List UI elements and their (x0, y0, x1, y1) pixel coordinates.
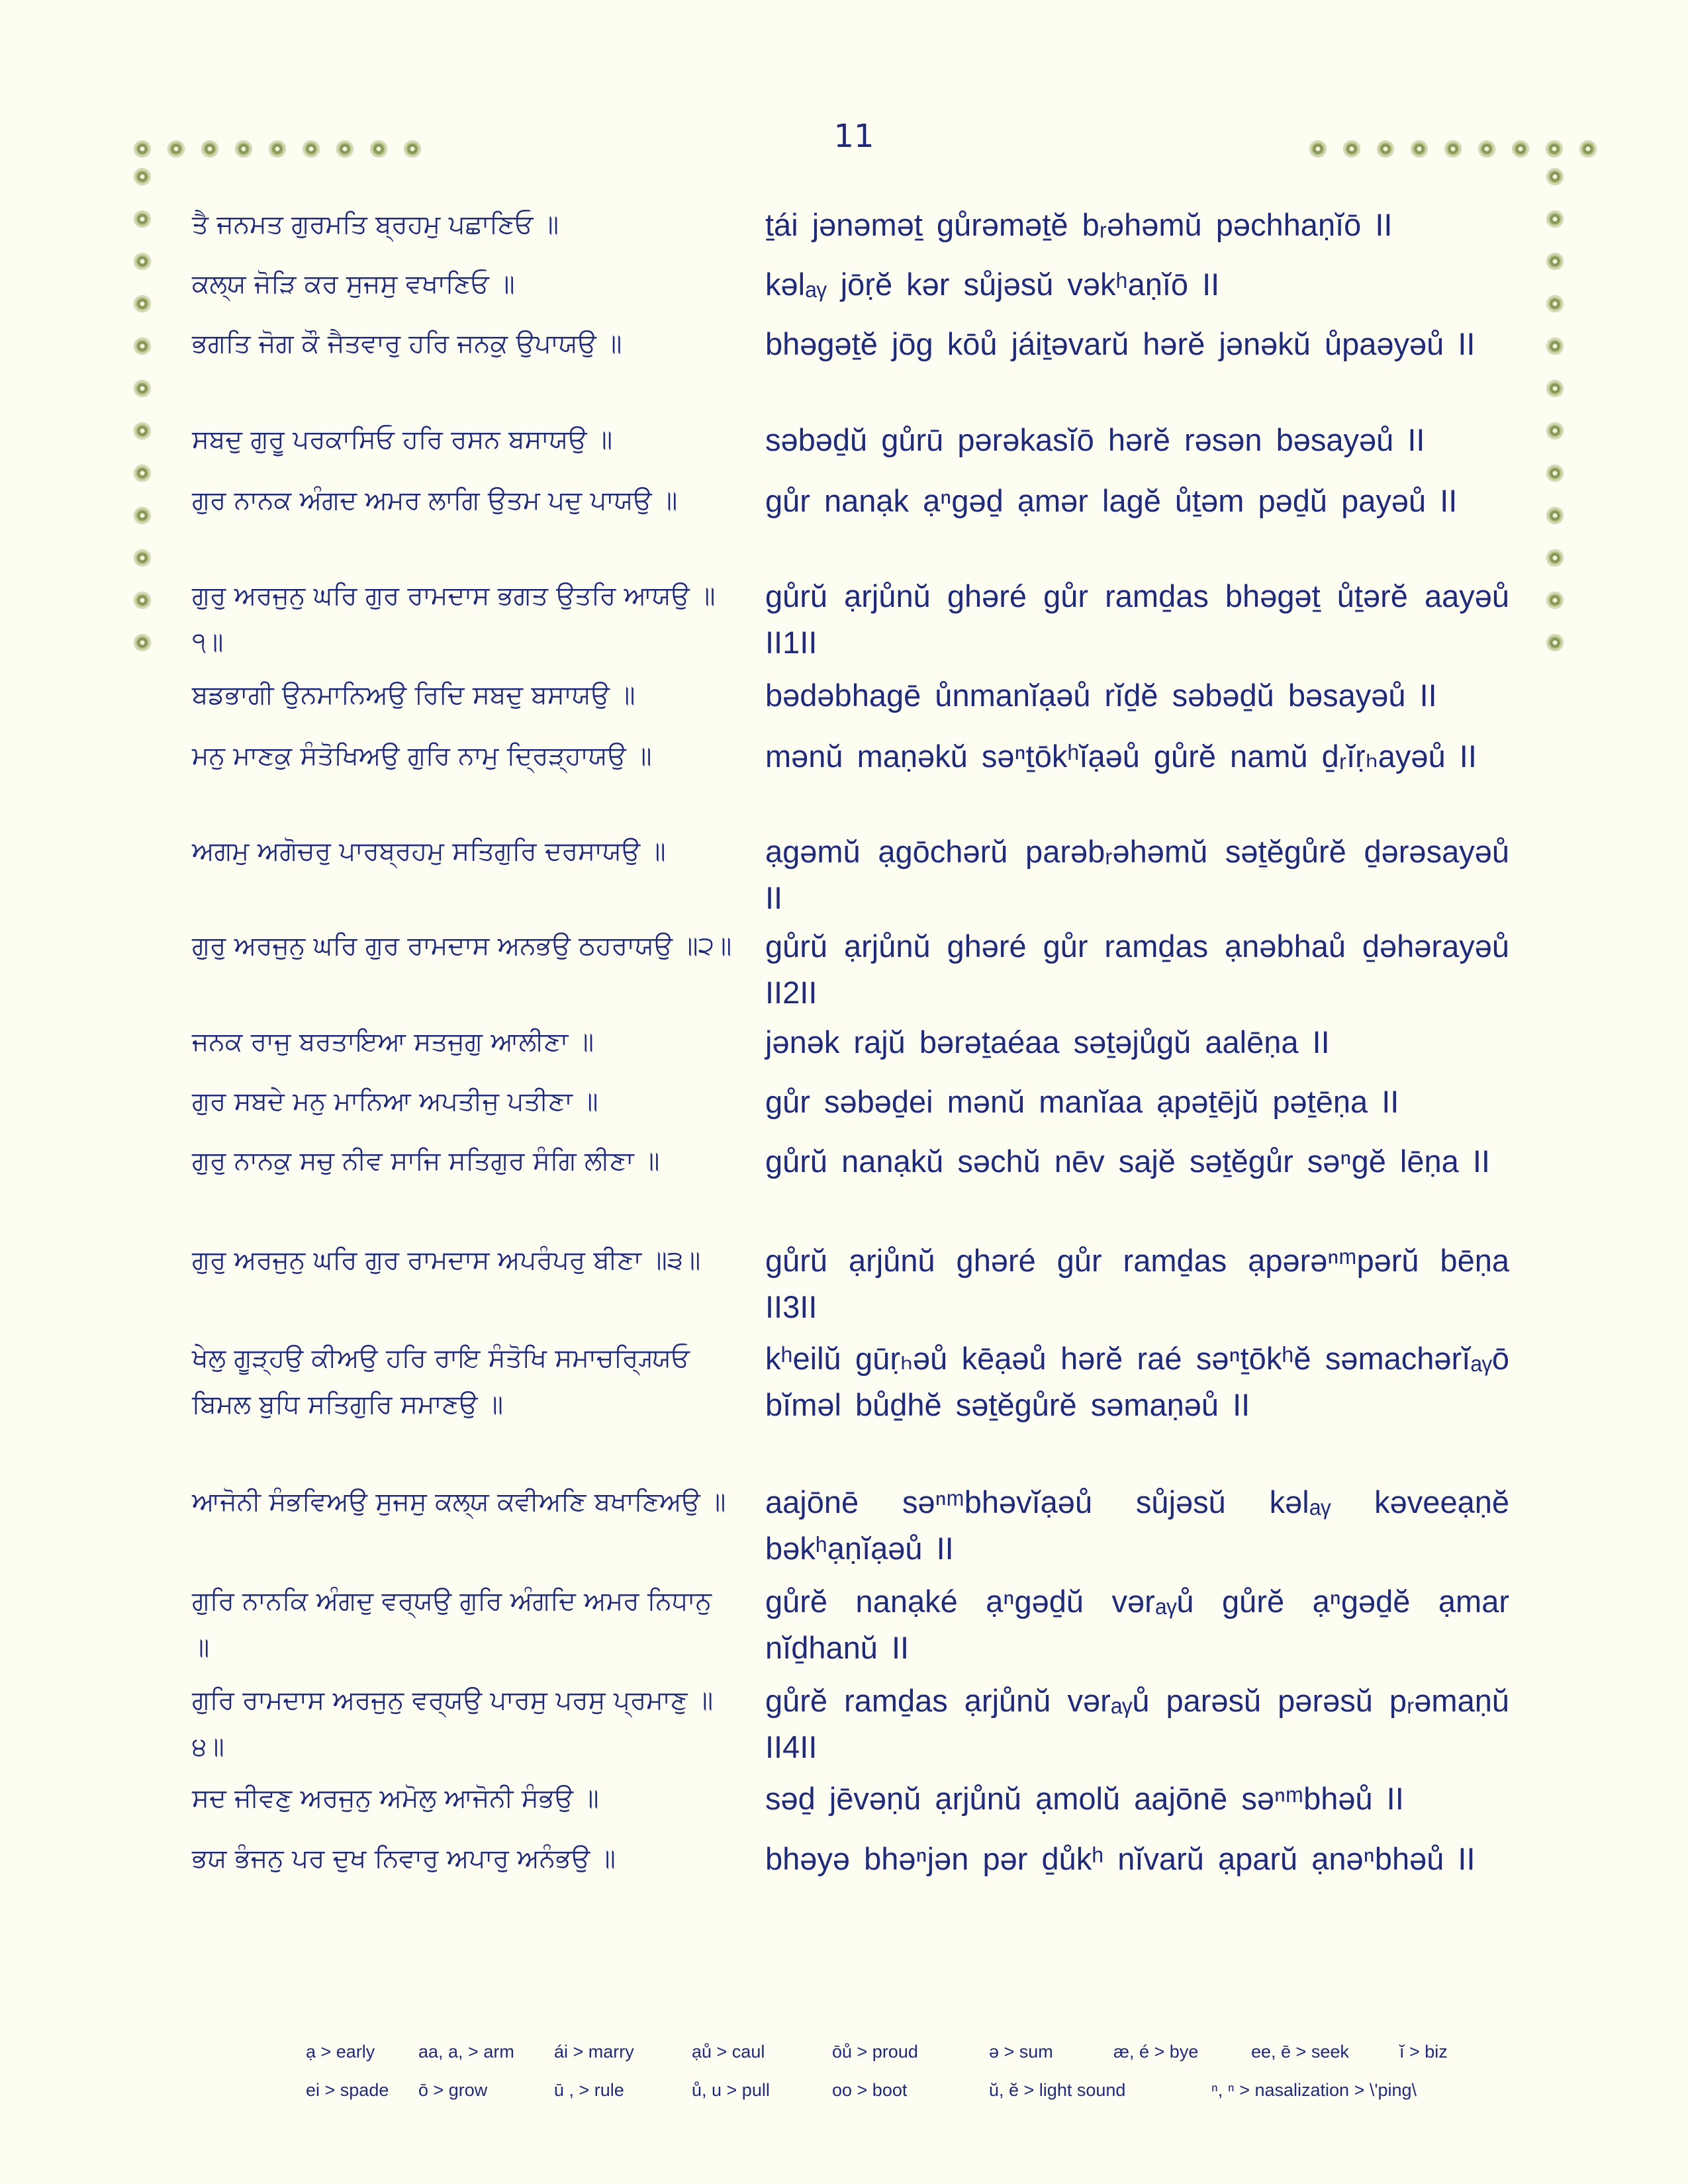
gurmukhi-line: ਗੁਰੁ ਅਰਜੁਨੁ ਘਰਿ ਗੁਰ ਰਾਮਦਾਸ ਭਗਤ ਉਤਰਿ ਆਯਉ ॥੧॥ (192, 581, 716, 657)
rosette-icon (1309, 140, 1327, 158)
gurmukhi-line: ਭਗਤਿ ਜੋਗ ਕੌ ਜੈਤਵਾਰੁ ਹਰਿ ਜਨਕੁ ਉਪਾਯਉ ॥ (192, 329, 622, 359)
rosette-icon (134, 634, 151, 651)
gurmukhi-line: ਗੁਰ ਸਬਦੇ ਮਨੁ ਮਾਨਿਆ ਅਪਤੀਜੁ ਪਤੀਣਾ ॥ (192, 1087, 598, 1116)
rosette-icon (303, 140, 320, 158)
legend-item: oo > boot (832, 2080, 908, 2100)
transliteration-line: bhəgəṯĕ jōg kōů jáiṯəvarŭ hərĕ jənəkŭ ůpaəyəů II (765, 326, 1476, 361)
legend-row (306, 2042, 1497, 2080)
rosette-icon (370, 140, 387, 158)
gurmukhi-line: ਕਲ੍ਯ ਜੋੜਿ ਕਰ ਸੁਜਸੁ ਵਖਾਣਿਓ ॥ (192, 269, 515, 299)
legend-item: ee, ē > seek (1251, 2042, 1349, 2062)
transliteration-line: bhəyə bhəⁿjən pər ḏůkʰ nĭvarŭ ạparŭ ạnəⁿbhəů II (765, 1841, 1476, 1876)
rosette-icon (336, 140, 353, 158)
gurmukhi-line: ਸਬਦੁ ਗੁਰੂ ਪਰਕਾਸਿਓ ਹਰਿ ਰਸਨ ਬਸਾਯਉ ॥ (192, 425, 613, 455)
rosette-icon (1546, 140, 1563, 158)
gurmukhi-line: ਗੁਰੁ ਅਰਜੁਨੁ ਘਰਿ ਗੁਰ ਰਾਮਦਾਸ ਅਨਭਉ ਠਹਰਾਯਉ ॥੨॥ (192, 931, 732, 961)
legend-item: ạů > caul (692, 2042, 765, 2062)
gurmukhi-line: ਆਜੋਨੀ ਸੰਭਵਿਅਉ ਸੁਜਸੁ ਕਲ੍ਯ ਕਵੀਅਣਿ ਬਖਾਣਿਅਉ ॥ (192, 1487, 726, 1517)
rosette-icon (134, 507, 151, 524)
rosette-icon (1343, 140, 1360, 158)
rosette-icon (134, 338, 151, 355)
transliteration-line: gůrŭ nanạkŭ səchŭ nēv sajĕ səṯĕgůr səⁿgĕ lēṇa II (765, 1144, 1490, 1179)
rosette-icon (134, 168, 151, 185)
transliteration-line: aajōnē səⁿᵐbhəvĭạəů sůjəsŭ kəlₐᵧ kəveeạṇĕ bəkʰạṇĭạəů II (765, 1484, 1509, 1566)
transliteration-line: gůrĕ ramḏas ạrjůnŭ vərₐᵧů parəsŭ pərəsŭ pᵣəmaṇŭ II4II (765, 1683, 1509, 1764)
rosette-icon (1546, 634, 1564, 651)
transliteration-line: jənək rajŭ bərəṯaéaa səṯəjůgŭ aalēṇa II (765, 1024, 1330, 1060)
legend-item: ĭ > biz (1399, 2042, 1448, 2062)
legend-item: ái > marry (554, 2042, 634, 2062)
gurmukhi-line: ਸਦ ਜੀਵਣੁ ਅਰਜੁਨੁ ਅਮੋਲੁ ਆਜੋਨੀ ਸੰਭਉ ॥ (192, 1784, 599, 1813)
rosette-icon (1546, 507, 1564, 524)
legend-item: ō > grow (418, 2080, 488, 2100)
transliteration-line: gůrŭ ạrjůnŭ ghəré gůr ramḏas bhəgəṯ ůṯərĕ aayəů II1II (765, 578, 1509, 660)
gurmukhi-line: ਗੁਰਿ ਨਾਨਕਿ ਅੰਗਦੁ ਵਰ੍ਯਉ ਗੁਰਿ ਅੰਗਦਿ ਅਮਰ ਨਿਧਾਨੁ ॥ (192, 1586, 712, 1662)
gurmukhi-line: ਭਯ ਭੰਜਨੁ ਪਰ ਦੁਖ ਨਿਵਾਰੁ ਅਪਾਰੁ ਅਨੰਭਉ ॥ (192, 1844, 616, 1874)
rosette-icon (1444, 140, 1462, 158)
rosette-icon (1546, 592, 1564, 609)
legend-item: ōů > proud (832, 2042, 918, 2062)
transliteration-line: gůr səbəḏei mənŭ manĭaa ạpəṯējŭ pəṯēṇa II (765, 1084, 1399, 1119)
rosette-icon (1546, 465, 1564, 482)
rosette-icon (1546, 168, 1564, 185)
rosette-icon (1546, 549, 1564, 567)
rosette-icon (235, 140, 252, 158)
pronunciation-legend (306, 2042, 1497, 2118)
transliteration-line: gůrŭ ạrjůnŭ ghəré gůr ramḏas ạnəbhaů ḏəhərayəů II2II (765, 929, 1509, 1010)
gurmukhi-line: ਅਗਮੁ ਅਗੋਚਰੁ ਪਾਰਬ੍ਰਹਮੁ ਸਤਿਗੁਰਿ ਦਰਸਾਯਉ ॥ (192, 837, 666, 866)
rosette-icon (1579, 140, 1597, 158)
legend-item: ə > sum (989, 2042, 1053, 2062)
rosette-icon (1546, 253, 1564, 270)
rosette-icon (134, 549, 151, 567)
transliteration-line: səḏ jēvəṇŭ ạrjůnŭ ạmolŭ aajōnē səⁿᵐbhəů II (765, 1781, 1404, 1816)
legend-row (306, 2080, 1497, 2118)
gurmukhi-line: ਗੁਰੁ ਅਰਜੁਨੁ ਘਰਿ ਗੁਰ ਰਾਮਦਾਸ ਅਪਰੰਪਰੁ ਬੀਣਾ ॥੩॥ (192, 1246, 701, 1275)
gurmukhi-line: ਤੈ ਜਨਮਤ ਗੁਰਮਤਿ ਬ੍ਰਹਮੁ ਪਛਾਣਿਓ ॥ (192, 210, 559, 240)
gurmukhi-line: ਜਨਕ ਰਾਜੁ ਬਰਤਾਇਆ ਸਤਜੁਗੁ ਆਲੀਣਾ ॥ (192, 1027, 594, 1057)
transliteration-line: ṯái jənəməṯ gůrəməṯĕ bᵣəhəmŭ pəchhaṇĭō II (765, 207, 1393, 242)
transliteration-line: kʰeilŭ gūṛₕəů kēạəů hərĕ raé səⁿṯōkʰĕ səmachərĭₐᵧō bĭməl bůḏhĕ səṯĕgůrĕ səmaṇəů II (765, 1341, 1509, 1422)
transliteration-line: ạgəmŭ ạgōchərŭ parəbᵣəhəmŭ səṯĕgůrĕ ḏərəsayəů II (765, 834, 1509, 915)
rosette-icon (404, 140, 421, 158)
rosette-icon (1411, 140, 1428, 158)
rosette-icon (1546, 338, 1564, 355)
rosette-icon (134, 295, 151, 312)
transliteration-line: kəlₐᵧ jōṛĕ kər sůjəsŭ vəkʰaṇĭō II (765, 267, 1220, 302)
rosette-icon (134, 140, 151, 158)
gurmukhi-line: ਗੁਰਿ ਰਾਮਦਾਸ ਅਰਜੁਨੁ ਵਰ੍ਯਉ ਪਾਰਸੁ ਪਰਸੁ ਪ੍ਰਮਾਣੁ ॥੪॥ (192, 1686, 714, 1762)
rosette-icon (1478, 140, 1495, 158)
legend-item: aa, a, > arm (418, 2042, 514, 2062)
transliteration-line: gůrŭ ạrjůnŭ ghəré gůr ramḏas ạpərəⁿᵐpərŭ bēṇa II3II (765, 1243, 1509, 1324)
rosette-icon (1546, 210, 1564, 228)
gurmukhi-line: ਬਡਭਾਗੀ ਉਨਮਾਨਿਅਉ ਰਿਦਿ ਸਬਦੁ ਬਸਾਯਉ ॥ (192, 680, 635, 710)
transliteration-line: gůrĕ nanạké ạⁿgəḏŭ vərₐᵧů gůrĕ ạⁿgəḏĕ ạmar nĭḏhanŭ II (765, 1584, 1509, 1665)
transliteration-line: mənŭ maṇəkŭ səⁿṯōkʰĭạəů gůrĕ namŭ ḏᵣĭṛₕayəů II (765, 739, 1477, 774)
gurmukhi-line: ਖੇਲੁ ਗੂੜ੍ਹਉ ਕੀਅਉ ਹਰਿ ਰਾਇ ਸੰਤੋਖਿ ਸਮਾਚਰ੍ਯ੍ਯਿਓ ਬਿਮਲ ਬੁਧਿ ਸਤਿਗੁਰਿ ਸਮਾਣਉ ॥ (192, 1343, 690, 1420)
legend-item: ạ > early (306, 2042, 375, 2062)
rosette-icon (134, 253, 151, 270)
gurmukhi-line: ਗੁਰੁ ਨਾਨਕੁ ਸਚੁ ਨੀਵ ਸਾਜਿ ਸਤਿਗੁਰ ਸੰਗਿ ਲੀਣਾ ॥ (192, 1146, 660, 1176)
rosette-icon (1377, 140, 1394, 158)
legend-item: æ, é > bye (1113, 2042, 1199, 2062)
rosette-icon (269, 140, 286, 158)
legend-item: ū , > rule (554, 2080, 624, 2100)
legend-item: ŭ, ĕ > light sound (989, 2080, 1126, 2100)
legend-item: ei > spade (306, 2080, 389, 2100)
rosette-icon (134, 592, 151, 609)
gurmukhi-line: ਗੁਰ ਨਾਨਕ ਅੰਗਦ ਅਮਰ ਲਾਗਿ ਉਤਮ ਪਦੁ ਪਾਯਉ ॥ (192, 486, 678, 516)
rosette-icon (1512, 140, 1529, 158)
transliteration-line: səbəḏŭ gůrū pərəkasĭō hərĕ rəsən bəsayəů II (765, 422, 1425, 457)
transliteration-line: gůr nanạk ạⁿgəḏ ạmər lagĕ ůṯəm pəḏŭ payəů II (765, 483, 1458, 518)
rosette-icon (201, 140, 218, 158)
legend-item: ⁿ, ⁿ > nasalization > \'ping\ (1211, 2080, 1417, 2100)
page-number: 11 (833, 118, 874, 155)
rosette-icon (1546, 422, 1564, 439)
rosette-icon (134, 422, 151, 439)
gurmukhi-line: ਮਨੁ ਮਾਣਕੁ ਸੰਤੋਖਿਅਉ ਗੁਰਿ ਨਾਮੁ ਦ੍ਰਿੜ੍ਹਾਯਉ ॥ (192, 741, 652, 771)
rosette-icon (134, 465, 151, 482)
rosette-icon (134, 380, 151, 397)
rosette-icon (1546, 380, 1564, 397)
rosette-icon (134, 210, 151, 228)
rosette-icon (1546, 295, 1564, 312)
transliteration-line: bədəbhagē ůnmanĭạəů rĭḏĕ səbəḏŭ bəsayəů II (765, 678, 1437, 713)
legend-item: ů, u > pull (692, 2080, 770, 2100)
rosette-icon (167, 140, 185, 158)
